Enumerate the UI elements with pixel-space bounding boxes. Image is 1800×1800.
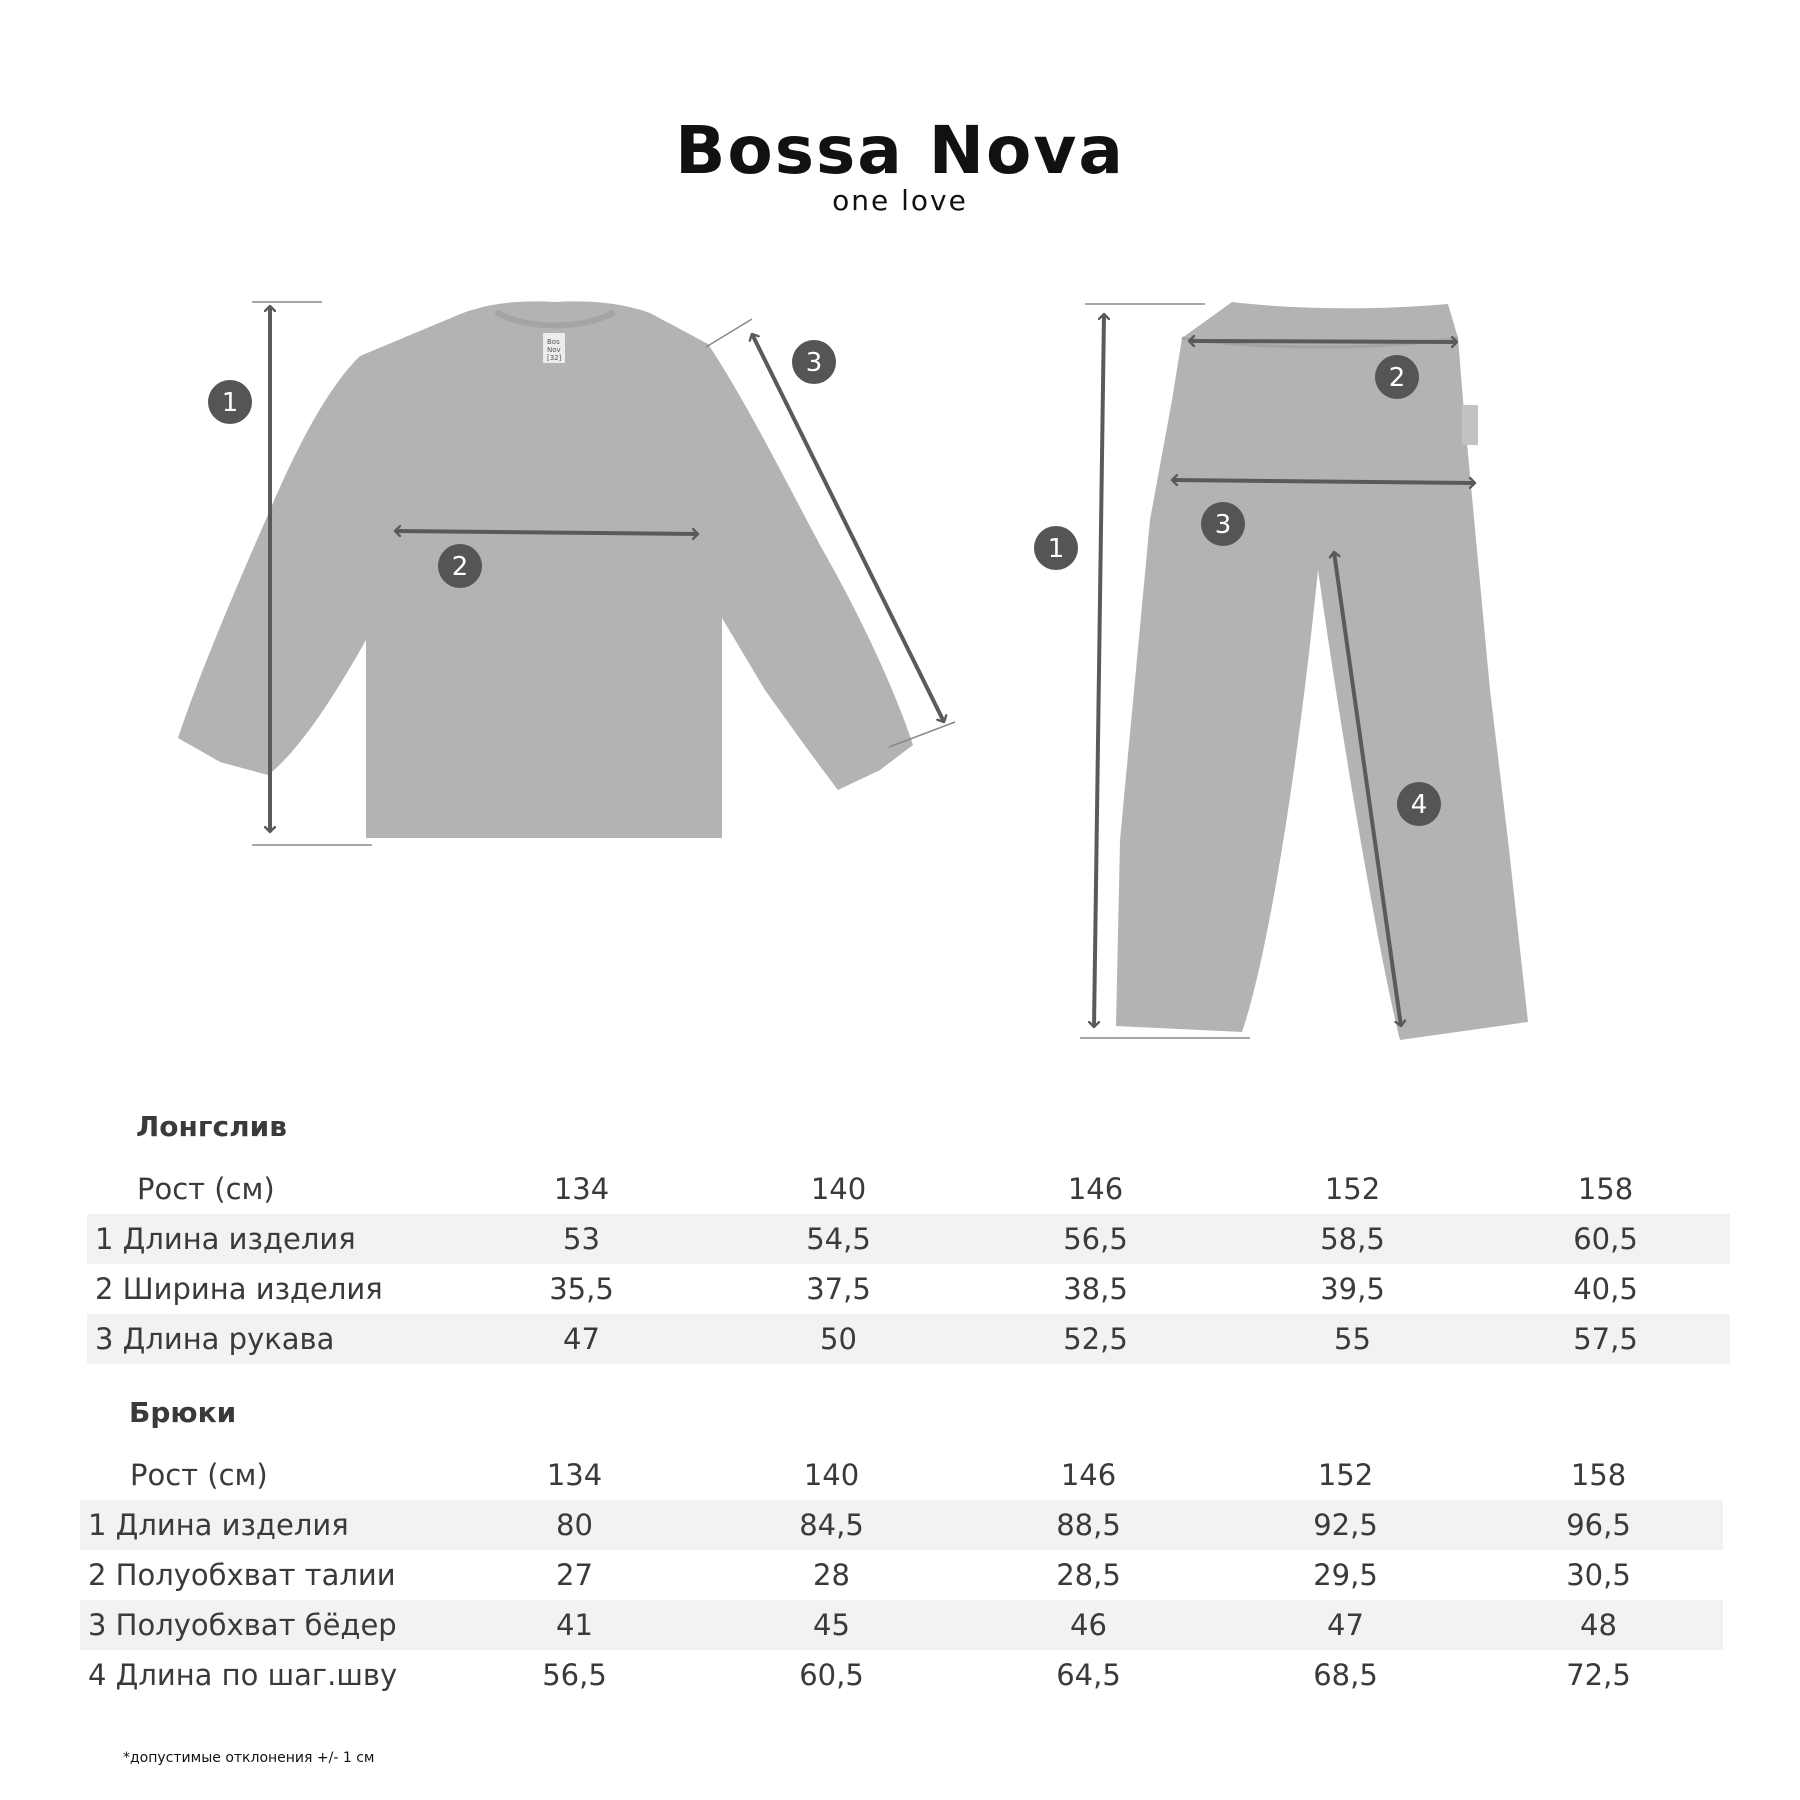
size-header: 134 — [553, 1172, 610, 1206]
longsleeve-illustration — [178, 301, 913, 838]
svg-text:1: 1 — [1047, 534, 1065, 564]
shirt-marker-3 — [792, 340, 836, 384]
cell-value: 47 — [1217, 1600, 1474, 1650]
size-header: 158 — [1577, 1172, 1634, 1206]
row-label: 1 Длина изделия — [80, 1500, 446, 1550]
cell-value: 56,5 — [542, 1658, 607, 1692]
pants-marker-4 — [1397, 782, 1441, 826]
cell-value: 72,5 — [1566, 1658, 1631, 1692]
cell-value: 37,5 — [806, 1272, 871, 1306]
cell-value: 88,5 — [960, 1500, 1217, 1550]
brand-logo: Bossa Nova — [675, 112, 1125, 189]
cell-value: 57,5 — [1481, 1314, 1730, 1364]
cell-value: 53 — [453, 1214, 710, 1264]
table-header-row — [87, 1164, 1730, 1214]
pants-label-tab — [1462, 405, 1478, 445]
cell-value: 30,5 — [1566, 1558, 1631, 1592]
cell-value: 60,5 — [1481, 1214, 1730, 1264]
table-row — [80, 1600, 1723, 1650]
clothing-tag-line-2: Nov — [547, 346, 561, 354]
pants-marker-1 — [1034, 526, 1078, 570]
shirt-marker-1 — [208, 380, 252, 424]
pants-marker-2 — [1375, 355, 1419, 399]
cell-value: 84,5 — [703, 1500, 960, 1550]
cell-value: 47 — [453, 1314, 710, 1364]
pants-marker-3 — [1201, 502, 1245, 546]
cell-value: 58,5 — [1224, 1214, 1481, 1264]
cell-value: 92,5 — [1217, 1500, 1474, 1550]
cell-value: 28 — [813, 1558, 850, 1592]
svg-text:2: 2 — [451, 552, 469, 582]
cell-value: 35,5 — [549, 1272, 614, 1306]
svg-text:3: 3 — [1214, 510, 1232, 540]
clothing-tag-line-1: Bos — [547, 338, 560, 346]
svg-text:3: 3 — [805, 348, 823, 378]
table-header-row — [80, 1450, 1723, 1500]
cell-value: 68,5 — [1313, 1658, 1378, 1692]
size-header: 146 — [1067, 1172, 1124, 1206]
cell-value: 54,5 — [710, 1214, 967, 1264]
row-label: 2 Полуобхват талии — [88, 1558, 396, 1592]
svg-text:1: 1 — [221, 388, 239, 418]
row-label: 2 Ширина изделия — [95, 1272, 383, 1306]
cell-value: 29,5 — [1313, 1558, 1378, 1592]
brand-tagline: one love — [832, 184, 968, 217]
shirt-marker-2 — [438, 544, 482, 588]
size-header: 140 — [810, 1172, 867, 1206]
pants-size-table — [80, 1450, 1723, 1700]
size-header: 134 — [546, 1458, 603, 1492]
longsleeve-size-table — [87, 1164, 1730, 1364]
cell-value: 80 — [446, 1500, 703, 1550]
table-row — [87, 1264, 1730, 1314]
height-header-label: Рост (см) — [130, 1458, 268, 1492]
cell-value: 45 — [703, 1600, 960, 1650]
cell-value: 40,5 — [1573, 1272, 1638, 1306]
tolerance-footnote: *допустимые отклонения +/- 1 см — [123, 1750, 375, 1766]
table-row — [80, 1550, 1723, 1600]
svg-text:2: 2 — [1388, 363, 1406, 393]
cell-value: 27 — [556, 1558, 593, 1592]
pants-length-arrow — [1094, 314, 1104, 1027]
longsleeve-shape — [178, 301, 913, 838]
row-label: 4 Длина по шаг.шву — [88, 1658, 398, 1692]
table-row — [87, 1314, 1730, 1364]
longsleeve-section-title: Лонгслив — [136, 1110, 287, 1143]
cell-value: 50 — [710, 1314, 967, 1364]
table-row — [80, 1500, 1723, 1550]
cell-value: 64,5 — [1056, 1658, 1121, 1692]
size-header: 152 — [1324, 1172, 1381, 1206]
cell-value: 38,5 — [1063, 1272, 1128, 1306]
cell-value: 60,5 — [799, 1658, 864, 1692]
cell-value: 55 — [1224, 1314, 1481, 1364]
cell-value: 39,5 — [1320, 1272, 1385, 1306]
waist-width-arrow — [1189, 341, 1457, 342]
pants-illustration — [1116, 302, 1528, 1040]
svg-text:4: 4 — [1410, 790, 1428, 820]
size-header: 158 — [1570, 1458, 1627, 1492]
row-label: 1 Длина изделия — [87, 1214, 453, 1264]
table-row — [80, 1650, 1723, 1700]
cell-value: 48 — [1474, 1600, 1723, 1650]
cell-value: 56,5 — [967, 1214, 1224, 1264]
table-row — [87, 1214, 1730, 1264]
cell-value: 46 — [960, 1600, 1217, 1650]
sleeve-top-guide — [706, 319, 752, 347]
size-header: 146 — [1060, 1458, 1117, 1492]
cell-value: 52,5 — [967, 1314, 1224, 1364]
clothing-tag-line-3: [32] — [547, 354, 562, 362]
size-header: 140 — [803, 1458, 860, 1492]
size-header: 152 — [1317, 1458, 1374, 1492]
row-label: 3 Длина рукава — [87, 1314, 453, 1364]
cell-value: 28,5 — [1056, 1558, 1121, 1592]
cell-value: 96,5 — [1474, 1500, 1723, 1550]
cell-value: 41 — [446, 1600, 703, 1650]
height-header-label: Рост (см) — [137, 1172, 275, 1206]
row-label: 3 Полуобхват бёдер — [80, 1600, 446, 1650]
pants-section-title: Брюки — [129, 1396, 237, 1429]
